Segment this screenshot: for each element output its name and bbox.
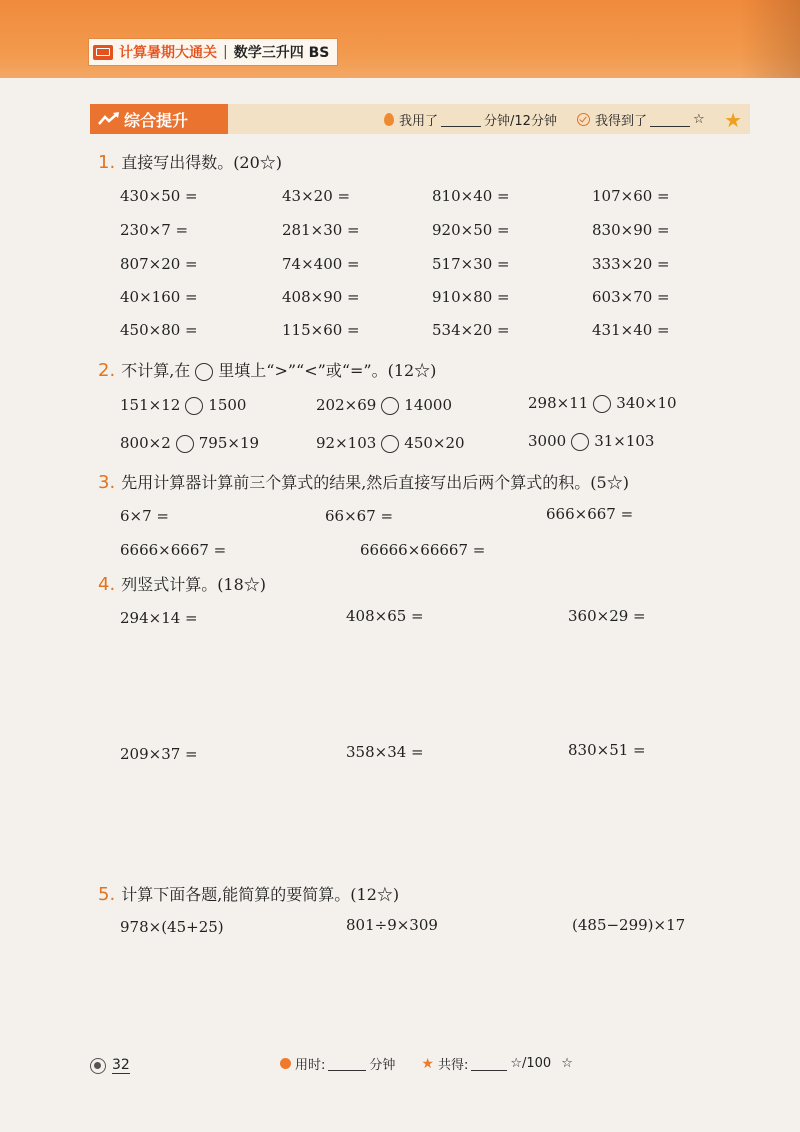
answer-circle[interactable] <box>571 433 589 451</box>
time-record <box>384 104 705 134</box>
q4-item[interactable]: 294×14 = <box>120 609 198 627</box>
timer-prefix: 我用了 <box>399 113 439 129</box>
question-text: 计算下面各题,能简算的要简算。(12☆) <box>121 885 400 904</box>
q2-item <box>316 434 465 453</box>
compare-left: 151×12 <box>120 396 181 414</box>
answer-circle[interactable] <box>381 397 399 415</box>
q1-item[interactable]: 333×20 = <box>592 255 670 273</box>
question-5-title <box>98 882 399 905</box>
series-tab <box>88 38 338 66</box>
q1-item[interactable]: 430×50 = <box>120 187 198 205</box>
compare-right: 14000 <box>404 396 453 414</box>
q1-item[interactable]: 408×90 = <box>282 288 360 306</box>
grade-label: 数学三升四 BS <box>233 45 330 61</box>
compare-left: 92×103 <box>316 434 377 452</box>
q2-item <box>120 434 259 453</box>
question-number: 4. <box>98 574 116 595</box>
check-icon <box>577 113 590 126</box>
star-icon: ★ <box>421 1055 434 1072</box>
q1-item[interactable]: 517×30 = <box>432 255 510 273</box>
timer-blank[interactable] <box>441 112 481 127</box>
footer-score <box>280 1054 573 1073</box>
footer-score-unit: ☆/100 <box>510 1056 552 1071</box>
compare-left: 202×69 <box>316 396 377 414</box>
answer-circle[interactable] <box>185 397 203 415</box>
compare-right: 31×103 <box>594 432 655 450</box>
section-bar <box>90 104 750 134</box>
page-number <box>90 1057 130 1074</box>
q3-item[interactable]: 6666×6667 = <box>120 541 227 559</box>
footer-time-label: 用时: <box>295 1058 326 1073</box>
q4-item[interactable]: 830×51 = <box>568 741 646 759</box>
q1-item[interactable]: 431×40 = <box>592 321 670 339</box>
question-1-title <box>98 150 282 173</box>
q1-item[interactable]: 40×160 = <box>120 288 198 306</box>
q1-item[interactable]: 603×70 = <box>592 288 670 306</box>
compare-left: 298×11 <box>528 394 589 412</box>
answer-circle[interactable] <box>176 435 194 453</box>
q5-item[interactable]: 978×(45+25) <box>120 918 224 936</box>
q2-item <box>316 396 452 415</box>
q1-item[interactable]: 107×60 = <box>592 187 670 205</box>
q2-item <box>528 432 654 451</box>
compare-circle-icon <box>195 363 213 381</box>
page-number-text: 32 <box>112 1057 130 1073</box>
question-number: 3. <box>98 472 116 493</box>
q1-item[interactable]: 534×20 = <box>432 321 510 339</box>
q1-item[interactable]: 910×80 = <box>432 288 510 306</box>
flame-icon <box>384 113 394 126</box>
footer-score-label: 共得: <box>437 1058 469 1073</box>
compare-left: 800×2 <box>120 434 171 452</box>
footer-score-blank[interactable] <box>471 1056 507 1071</box>
question-number: 1. <box>98 152 116 173</box>
book-icon <box>93 45 113 60</box>
star-badge-icon: ★ <box>724 108 742 132</box>
compare-left: 3000 <box>528 432 567 450</box>
header-divider: | <box>223 44 228 60</box>
question-text: 先用计算器计算前三个算式的结果,然后直接写出后两个算式的积。(5☆) <box>121 473 629 492</box>
answer-circle[interactable] <box>593 395 611 413</box>
question-number: 2. <box>98 360 116 381</box>
compare-right: 795×19 <box>198 434 260 452</box>
answer-circle[interactable] <box>381 435 399 453</box>
question-3-title <box>98 470 629 493</box>
compare-right: 450×20 <box>404 434 465 452</box>
series-title: 计算暑期大通关 <box>119 45 217 61</box>
q3-item[interactable]: 666×667 = <box>546 505 634 523</box>
sun-icon <box>90 1058 106 1074</box>
q5-item[interactable]: (485−299)×17 <box>572 916 686 934</box>
clock-icon <box>280 1058 291 1069</box>
compare-right: 340×10 <box>616 394 677 412</box>
q1-item[interactable]: 807×20 = <box>120 255 198 273</box>
question-text: 不计算,在 <box>121 361 191 380</box>
score-prefix: 我得到了 <box>594 113 647 129</box>
q4-item[interactable]: 360×29 = <box>568 607 646 625</box>
q3-item[interactable]: 66×67 = <box>325 507 394 525</box>
q2-item <box>528 394 677 413</box>
q3-item[interactable]: 66666×66667 = <box>360 541 486 559</box>
q1-item[interactable]: 43×20 = <box>282 187 351 205</box>
footer-time-unit: 分钟 <box>369 1058 396 1073</box>
question-4-title <box>98 572 266 595</box>
q1-item[interactable]: 830×90 = <box>592 221 670 239</box>
question-text: 列竖式计算。(18☆) <box>121 575 267 594</box>
timer-unit: 分钟/12分钟 <box>484 113 557 129</box>
q4-item[interactable]: 209×37 = <box>120 745 198 763</box>
trend-arrow-icon <box>98 111 120 127</box>
footer-time-blank[interactable] <box>328 1056 366 1071</box>
q1-item[interactable]: 920×50 = <box>432 221 510 239</box>
q1-item[interactable]: 450×80 = <box>120 321 198 339</box>
q3-item[interactable]: 6×7 = <box>120 507 169 525</box>
q4-item[interactable]: 408×65 = <box>346 607 424 625</box>
q1-item[interactable]: 74×400 = <box>282 255 360 273</box>
score-unit: ☆ <box>692 111 705 127</box>
question-text: 直接写出得数。(20☆) <box>121 153 283 172</box>
question-number: 5. <box>98 884 116 905</box>
question-2-title <box>98 358 436 381</box>
q1-item[interactable]: 230×7 = <box>120 221 189 239</box>
q4-item[interactable]: 358×34 = <box>346 743 424 761</box>
question-text: 里填上“>”“<”或“=”。(12☆) <box>218 361 437 380</box>
footer-star: ☆ <box>561 1056 573 1071</box>
section-badge <box>90 104 228 134</box>
q1-item[interactable]: 115×60 = <box>282 321 360 339</box>
q1-item[interactable]: 281×30 = <box>282 221 360 239</box>
score-blank[interactable] <box>650 112 690 127</box>
q5-item[interactable]: 801÷9×309 <box>346 916 438 934</box>
section-title: 综合提升 <box>124 110 189 130</box>
q2-item <box>120 396 246 415</box>
compare-right: 1500 <box>208 396 247 414</box>
q1-item[interactable]: 810×40 = <box>432 187 510 205</box>
